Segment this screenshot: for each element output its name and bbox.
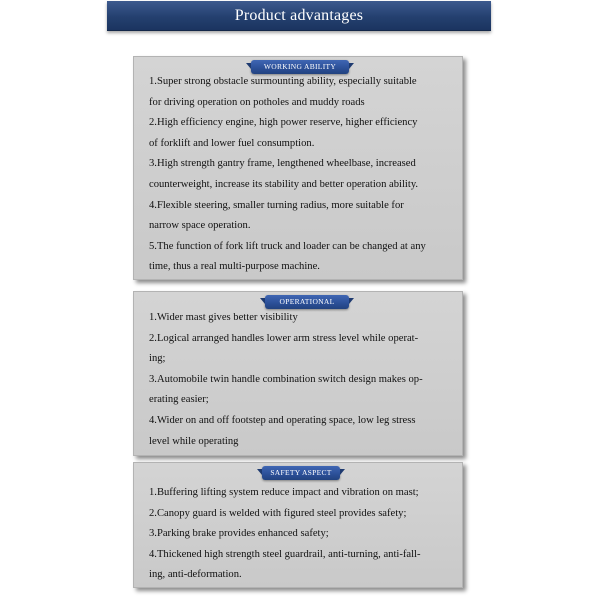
list-item: erating easier; (149, 394, 209, 406)
list-item: 4.Thickened high strength steel guardrail, anti-turning, anti-fall- (149, 548, 421, 560)
list-item: 1.Super strong obstacle surmounting ability, especially suitable (149, 76, 417, 87)
list-item: 2.High efficiency engine, high power reserve, higher efficiency (149, 117, 418, 129)
list-item: 3.Parking brake provides enhanced safety; (149, 528, 329, 540)
list-item: level while operating (149, 435, 239, 447)
list-item: for driving operation on potholes and muddy roads (149, 96, 365, 108)
list-item: 1.Wider mast gives better visibility (149, 312, 298, 323)
working-ability-list (149, 72, 456, 278)
working-ability-panel (133, 56, 463, 280)
list-item: 3.Automobile twin handle combination switch design makes op- (149, 373, 423, 385)
page-title: Product advantages (234, 7, 364, 24)
list-item: 2.Logical arranged handles lower arm stress level while operat- (149, 332, 419, 344)
list-item: time, thus a real multi-purpose machine. (149, 261, 320, 273)
safety-aspect-list (149, 483, 456, 586)
operational-list (149, 308, 456, 452)
list-item: ing; (149, 353, 166, 365)
list-item: 2.Canopy guard is welded with figured steel provides safety; (149, 507, 407, 519)
list-item: 1.Buffering lifting system reduce impact and vibration on mast; (149, 487, 419, 498)
safety-aspect-tab: SAFETY ASPECT (262, 466, 340, 480)
working-ability-tab: WORKING ABILITY (251, 60, 349, 74)
page-title-banner (107, 1, 491, 31)
list-item: ing, anti-deformation. (149, 569, 242, 581)
operational-tab: OPERATIONAL (265, 295, 349, 309)
operational-panel (133, 291, 463, 456)
list-item: counterweight, increase its stability and better operation ability. (149, 178, 419, 190)
list-item: 3.High strength gantry frame, lengthened wheelbase, increased (149, 158, 416, 170)
list-item: 4.Flexible steering, smaller turning radius, more suitable for (149, 199, 404, 211)
safety-aspect-panel (133, 462, 463, 588)
list-item: narrow space operation. (149, 220, 251, 232)
list-item: 5.The function of fork lift truck and loader can be changed at any (149, 240, 426, 252)
list-item: 4.Wider on and off footstep and operating space, low leg stress (149, 414, 416, 426)
list-item: of forklift and lower fuel consumption. (149, 137, 315, 149)
